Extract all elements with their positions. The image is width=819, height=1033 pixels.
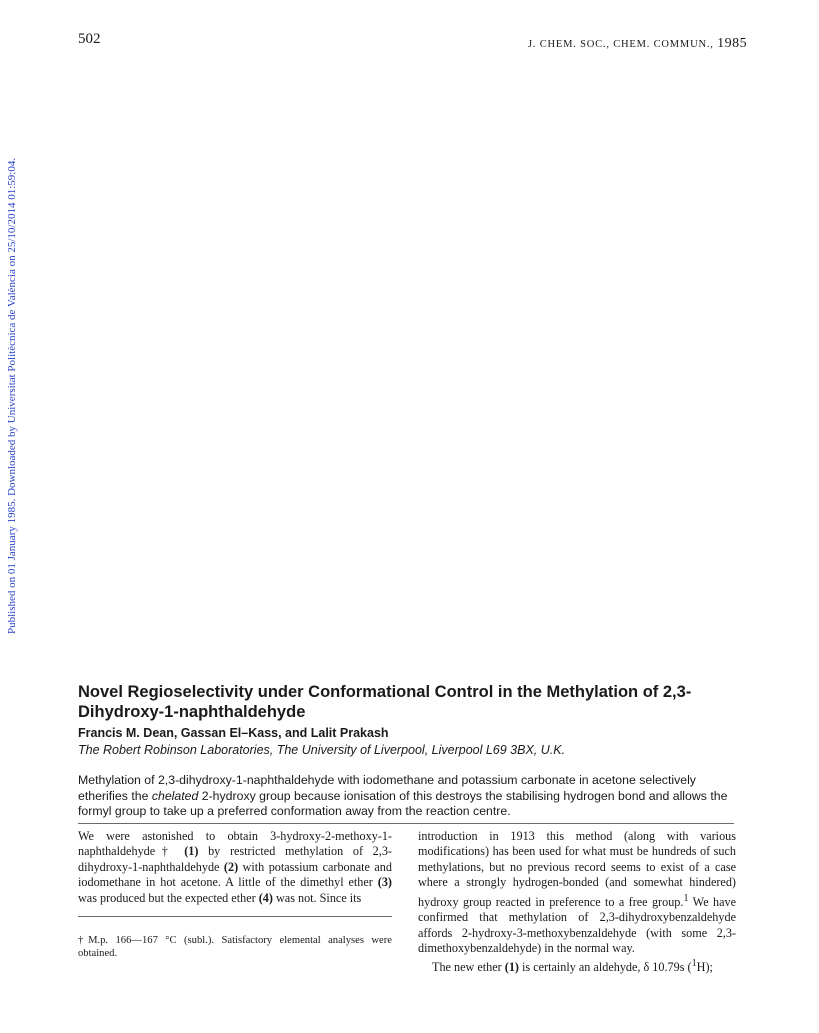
body-column-left (78, 829, 392, 906)
body-text: H); (696, 960, 713, 975)
abstract-emphasis: chelated (151, 788, 199, 803)
compound-ref-1: (1) (184, 844, 199, 859)
compound-ref-1: (1) (504, 960, 519, 975)
abstract (78, 773, 738, 820)
body-column-right (418, 829, 736, 976)
author-list: Francis M. Dean, Gassan El–Kass, and Lalit Prakash (78, 726, 389, 740)
abstract-text-1: Methylation of 2,3-dihydroxy-1-naphthaldehyde with iodomethane and potassium carbonate in acetone selectively etherifies the (78, 773, 696, 803)
affiliation: The Robert Robinson Laboratories, The University of Liverpool, Liverpool L69 3BX, U.K. (78, 743, 566, 757)
body-text: introduction in 1913 this method (along with various modifications) has been used for what must be hundreds of such methylations, but no previous record seems to exist of a case where a strongly hydrogen-bonded (and somewhat hindered) hydroxy group reacted in preference to a free group. (418, 829, 736, 909)
reference-marker[interactable]: 1 (683, 892, 689, 904)
journal-year: 1985 (717, 36, 748, 51)
body-text: was produced but the expected ether (78, 890, 259, 905)
body-text: The new ether (432, 960, 505, 975)
body-text: We have confirmed that methylation of 2,3-dihydroxybenzaldehyde affords 2-hydroxy-3-methoxybenzaldehyde (with some 2,3-dimethoxybenzaldehyde) in the normal way. (418, 894, 736, 955)
footnote-divider (78, 916, 392, 917)
body-text: was not. Since its (272, 890, 362, 905)
body-paragraph (418, 829, 736, 956)
abstract-divider (78, 823, 734, 824)
article-title: Novel Regioselectivity under Conformational Control in the Methylation of 2,3-Dihydroxy-1-naphthaldehyde (78, 683, 692, 721)
superscript: 1 (691, 958, 697, 970)
body-text: We were astonished to obtain 3-hydroxy-2-methoxy-1-naphthaldehyde† (78, 829, 392, 859)
body-text: is certainly an aldehyde, δ 10.79s ( (518, 960, 692, 975)
body-text: by restricted methylation of 2,3-dihydroxy-1-naphthaldehyde (78, 844, 392, 874)
download-notice[interactable]: Published on 01 January 1985. Downloaded by Universitat Politècnica de València on 25/10/2014 01:59:04. (6, 157, 18, 634)
body-text: with potassium carbonate and iodomethane in hot acetone. A little of the dimethyl ether (78, 859, 392, 890)
compound-ref-2: (2) (223, 859, 239, 874)
compound-ref-4: (4) (258, 890, 273, 905)
running-head (528, 36, 748, 52)
page-number: 502 (78, 31, 101, 47)
compound-ref-3: (3) (377, 875, 392, 890)
journal-name: J. CHEM. SOC., CHEM. COMMUN., (528, 39, 718, 50)
body-paragraph (418, 956, 736, 975)
footnote: †M.p. 166—167 °C (subl.). Satisfactory elemental analyses were obtained. (78, 935, 392, 959)
body-paragraph (78, 829, 392, 906)
abstract-text-2: 2-hydroxy group because ionisation of this destroys the stabilising hydrogen bond and allows the formyl group to take up a preferred conformation away from the reaction centre. (78, 788, 728, 818)
